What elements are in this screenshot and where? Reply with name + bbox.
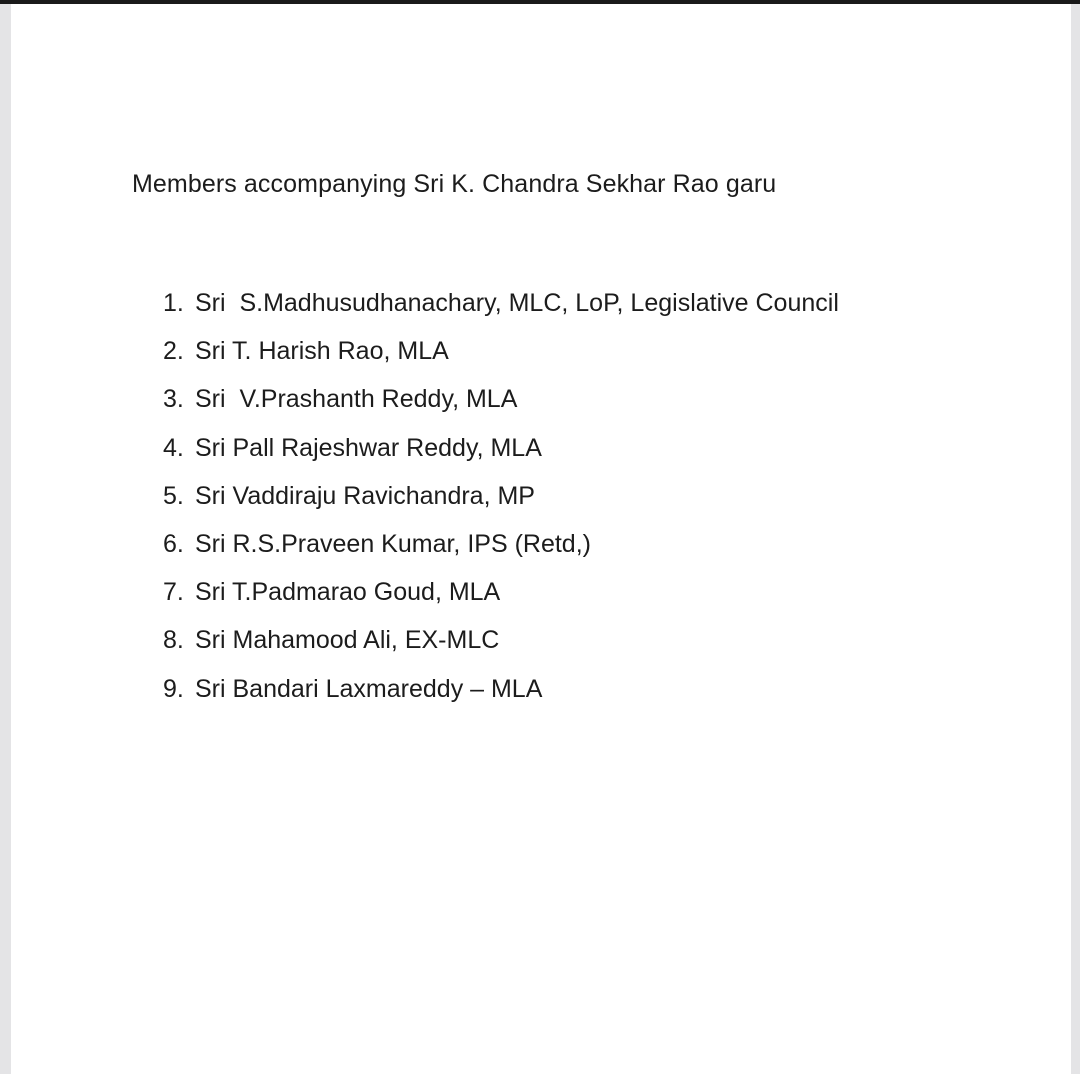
list-item: [11, 623, 500, 671]
member-list: [11, 286, 839, 720]
document-page: [11, 4, 1071, 1074]
list-item-text: Sri T. Harish Rao, MLA: [195, 337, 449, 366]
list-item-number: 3.: [163, 385, 184, 414]
list-item-number: 4.: [163, 433, 184, 462]
list-item-text: Sri R.S.Praveen Kumar, IPS (Retd,): [195, 529, 591, 558]
list-item-text: Sri Mahamood Ali, EX-MLC: [195, 626, 500, 655]
list-item-number: 5.: [163, 481, 184, 510]
list-item-number: 8.: [163, 626, 184, 655]
list-item-text: Sri S.Madhusudhanachary, MLC, LoP, Legislative Council: [195, 289, 839, 317]
list-item: [11, 334, 449, 382]
list-item-number: 6.: [163, 529, 184, 558]
list-item: [11, 575, 501, 623]
list-item-number: 2.: [163, 337, 184, 366]
list-item-text: Sri V.Prashanth Reddy, MLA: [195, 385, 518, 414]
list-item-number: 1.: [163, 289, 184, 317]
list-item: [11, 672, 543, 720]
list-item-text: Sri Vaddiraju Ravichandra, MP: [195, 481, 535, 510]
list-item-number: 7.: [163, 578, 184, 607]
list-item: [11, 527, 591, 575]
list-item-text: Sri Bandari Laxmareddy – MLA: [195, 674, 543, 703]
document-title: Members accompanying Sri K. Chandra Sekhar Rao garu: [132, 170, 777, 198]
list-item: [11, 431, 542, 479]
list-item-text: Sri T.Padmarao Goud, MLA: [195, 578, 501, 607]
list-item-number: 9.: [163, 674, 184, 703]
list-item-text: Sri Pall Rajeshwar Reddy, MLA: [195, 433, 542, 462]
list-item: [11, 479, 535, 527]
list-item: [11, 286, 839, 334]
list-item: [11, 382, 518, 430]
